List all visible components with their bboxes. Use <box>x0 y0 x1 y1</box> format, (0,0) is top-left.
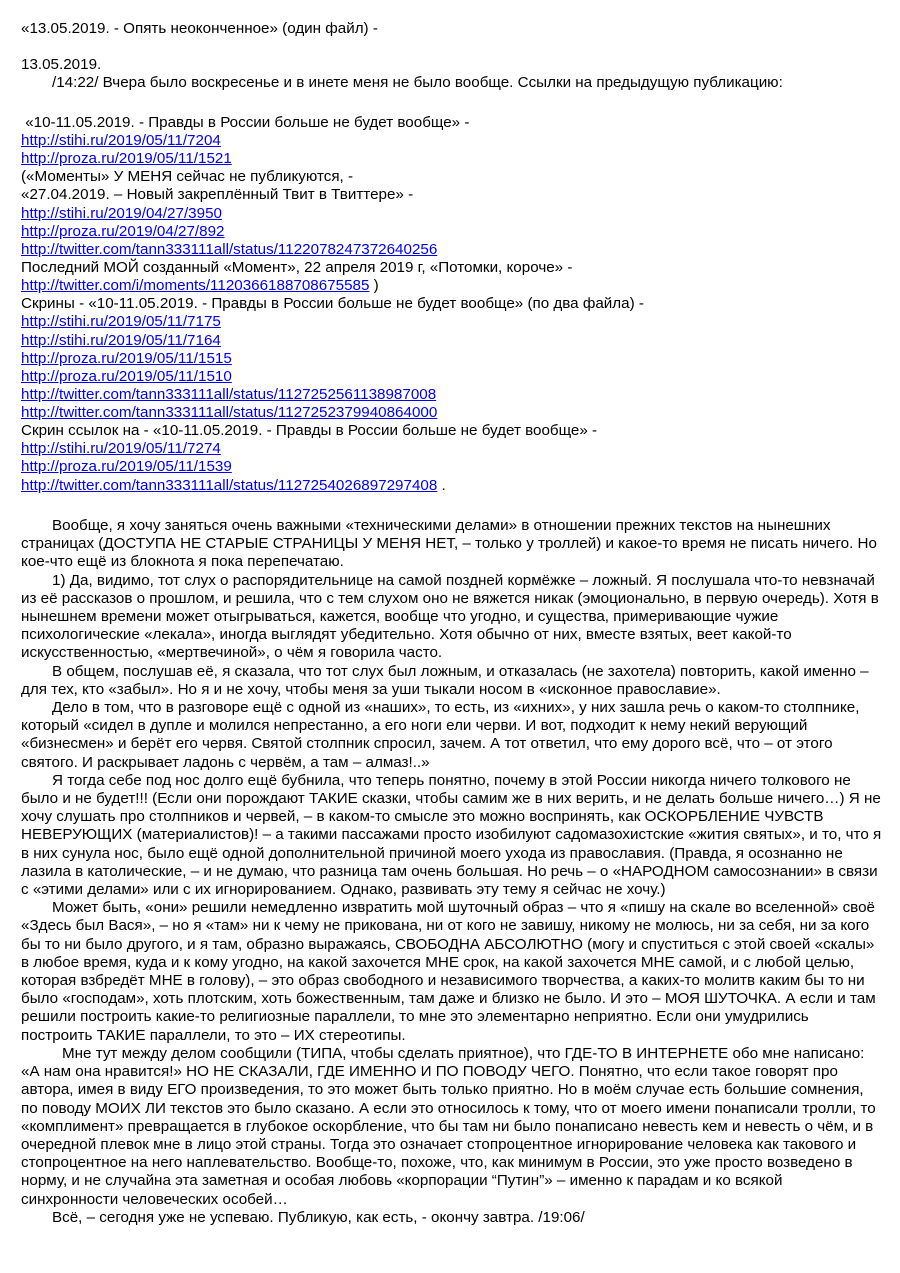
paragraph: Вообще, я хочу заняться очень важными «техническими делами» в отношении прежних текстов на нынешних страницах (ДОСТУПА НЕ СТАРЫЕ СТРАНИЦЫ У МЕНЯ НЕТ, – только у троллей) и какое-то время не писать ничего. Но кое-что ещё из блокнота я пока перепечатаю. <box>21 517 877 571</box>
twitter-link-line <box>21 477 446 495</box>
paragraph: Всё, – сегодня уже не успеваю. Публикую, как есть, - окончу завтра. /19:06/ <box>52 1208 585 1226</box>
link-twitter-moment[interactable]: http://twitter.com/i/moments/1120366188708675585 <box>21 277 370 294</box>
paragraph: Я тогда себе под нос долго ещё бубнила, что теперь понятно, почему в этой России никогда ничего толкового не было и не будет!!! (Если они порождают ТАКИЕ сказки, чтобы самим же в них верить, и не делать больше ничего…) Я не хочу слушать про столпников и червей, – в каком-то смысле это можно воспринять, как ОСКОРБЛЕНИЕ ЧУВСТВ НЕВЕРУЮЩИХ (материалистов)! – а такими пассажами просто изобилуют садомазохистские «жития святых», и то, что я в них сунула нос, было ещё одной дополнительной причиной моего ухода из православия. (Правда, я осознанно не лазила в католические, – и не думаю, что разница там очень большая. Но речь – о «НАРОДНОМ самосознании» в связи с «этими делами» или с их игнорированием. Однако, развивать эту тему я сейчас не хочу.) <box>21 771 882 899</box>
ref-heading: «27.04.2019. – Новый закреплённый Твит в Твиттере» - <box>21 186 414 203</box>
link-proza-892[interactable]: http://proza.ru/2019/04/27/892 <box>21 223 225 240</box>
paragraph: Может быть, «они» решили немедленно извратить мой шуточный образ – что я «пишу на скале во вселенной» своё «Здесь был Вася», – но я «там» ни к чему не прикована, ни от кого не завишу, никому не молюсь, ни за себя, ни за кого бы то ни было другого, и я там, образно выражаясь, СВОБОДНА АБСОЛЮТНО (могу и спуститься с этой своей «скалы» в любое время, куда и к кому угодно, на какой захочется МНЕ срок, на какой захочется МНЕ самой, и с любой целью, которая взбредёт МНЕ в голову), – это образ свободного и независимого творчества, а каких-то молитв каким бы то ни было «господам», хоть плотским, хоть божественным, там даже и близко не было. И это – МОЯ ШУТОЧКА. А если и там решили построить какие-то религиозные параллели, то мне это элементарно неприятно. Если они умудрились построить ТАКИЕ параллели, то это – ИХ стереотипы. <box>21 899 876 1044</box>
link-stihi-3950[interactable]: http://stihi.ru/2019/04/27/3950 <box>21 205 222 222</box>
trailing-text: ) <box>369 277 379 294</box>
ref-heading: Скрины - «10-11.05.2019. - Правды в России больше не будет вообще» (по два файла) - <box>21 295 644 312</box>
link-twitter-status[interactable]: http://twitter.com/tann333111all/status/1127252561138987008 <box>21 386 437 403</box>
ref-heading: Скрин ссылок на - «10-11.05.2019. - Правды в России больше не будет вообще» - <box>21 422 598 439</box>
link-twitter-status[interactable]: http://twitter.com/tann333111all/status/1127252379940864000 <box>21 404 438 421</box>
link-proza-1510[interactable]: http://proza.ru/2019/05/11/1510 <box>21 368 232 385</box>
paragraph: 1) Да, видимо, тот слух о распорядительнице на самой поздней кормёжке – ложный. Я послушала что-то невзначай из её рассказов о прошлом, и решила, что с тем слухом оно не вяжется никак (эмоционально, в первую очередь). Хотя в нынешнем времени может отыгрываться, кажется, вообще что угодно, и существа, примеривающие чужие психологические «лекала», иногда выглядят убедительно. Хотя обычно от них, вместе взятых, веет какой-то искусственностью, «мертвечиной», о чём я говорила часто. <box>21 571 879 662</box>
ref-heading: Последний МОЙ созданный «Момент», 22 апреля 2019 г, «Потомки, короче» - <box>21 259 573 276</box>
link-stihi-7175[interactable]: http://stihi.ru/2019/05/11/7175 <box>21 313 221 330</box>
moment-link-line <box>21 277 379 295</box>
link-proza-1521[interactable]: http://proza.ru/2019/05/11/1521 <box>21 150 232 167</box>
link-stihi-7164[interactable]: http://stihi.ru/2019/05/11/7164 <box>21 332 221 349</box>
link-twitter-status[interactable]: http://twitter.com/tann333111all/status/1127254026897297408 <box>21 477 438 494</box>
link-stihi-7274[interactable]: http://stihi.ru/2019/05/11/7274 <box>21 440 221 457</box>
paragraph: Мне тут между делом сообщили (ТИПА, чтобы сделать приятное), что ГДЕ-ТО В ИНТЕРНЕТЕ обо мне написано: «А нам она нравится!» НО НЕ СКАЗАЛИ, ГДЕ ИМЕННО И ПО ПОВОДУ ЧЕГО. Понятно, что если такое говорят про автора, имея в виду ЕГО произведения, то это может быть только приятно. Но в моём случае есть большие сомнения, по поводу МОИХ ЛИ текстов это было сказано. А если это относилось к тому, что от моего имени понаписали тролли, то «комплимент» превращается в глубокое оскорбление, что бы там ни было понаписано невесть кем и невесть о чём, и в очередной плевок мне в лицо этой страны. Тогда это означает стопроцентное игнорирование человека как такового и стопроцентное на него наплевательство. Вообще-то, похоже, что, как минимум в России, это уже просто возведено в норму, и не случайна эта заметная и особая любовь «корпорации “Путин”» – именно к парадам и ко всякой синхронности человеческих особей… <box>21 1044 876 1208</box>
link-stihi-7204[interactable]: http://stihi.ru/2019/05/11/7204 <box>21 132 221 149</box>
document-title: «13.05.2019. - Опять неоконченное» (один файл) - <box>21 20 378 37</box>
document-date: 13.05.2019. <box>21 56 102 73</box>
link-twitter-status[interactable]: http://twitter.com/tann333111all/status/1122078247372640256 <box>21 241 438 258</box>
link-proza-1515[interactable]: http://proza.ru/2019/05/11/1515 <box>21 350 232 367</box>
paragraph: В общем, послушав её, я сказала, что тот слух был ложным, и отказалась (не захотела) повторить, какой именно – для тех, кто «забыл». Но я и не хочу, чтобы меня за уши тыкали носом в «исконное православие». <box>21 662 869 698</box>
ref-heading: «10-11.05.2019. - Правды в России больше не будет вообще» - <box>21 114 470 131</box>
article-body <box>21 517 883 1227</box>
paragraph: Дело в том, что в разговоре ещё с одной из «наших», то есть, из «ихних», у них зашла речь о каком-то столпнике, который «сидел в дупле и молился непрестанно, а его ноги ели черви. И вот, подходит к нему некий верующий «бизнесмен» и берёт его червя. Святой столпник спросил, зачем. А тот ответил, что ему дорого всё, что – от этого святого. И раскрывает ладонь с червём, а там – алмаз!..» <box>21 699 860 771</box>
intro-line: /14:22/ Вчера было воскресенье и в инете меня не было вообще. Ссылки на предыдущую публикацию: <box>52 74 783 91</box>
moments-note: («Моменты» У МЕНЯ сейчас не публикуются, - <box>21 168 354 185</box>
trailing-text: . <box>437 477 446 494</box>
link-proza-1539[interactable]: http://proza.ru/2019/05/11/1539 <box>21 458 232 475</box>
